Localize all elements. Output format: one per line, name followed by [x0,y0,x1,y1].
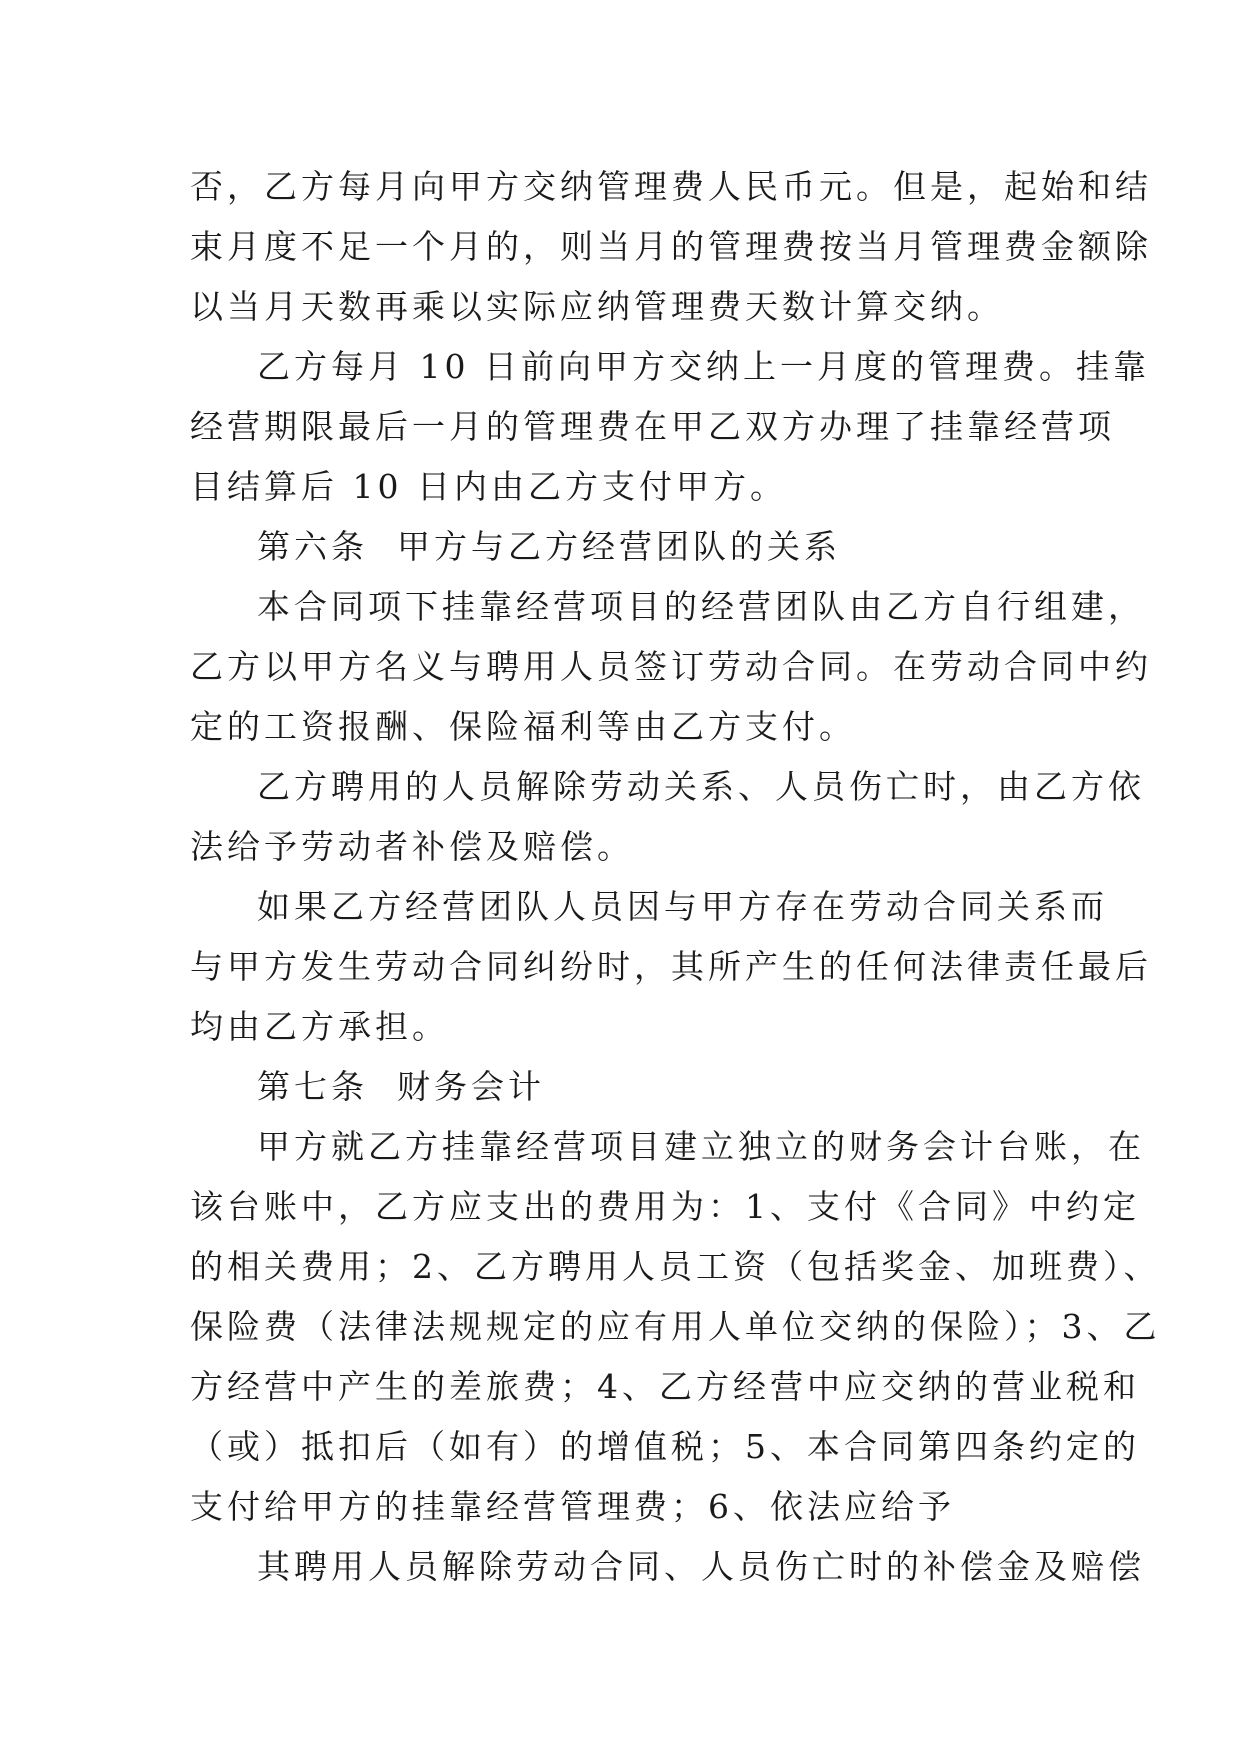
text-line: 如果乙方经营团队人员因与甲方存在劳动合同关系而 [257,887,1108,926]
text-line: （或）抵扣后（如有）的增值税；5、本合同第四条约定的 [190,1427,1140,1466]
text-line: 束月度不足一个月的，则当月的管理费按当月管理费金额除 [190,227,1152,266]
text-line: 甲方就乙方挂靠经营项目建立独立的财务会计台账，在 [257,1127,1145,1166]
text-line: 与甲方发生劳动合同纠纷时，其所产生的任何法律责任最后 [190,947,1152,986]
text-line: 保险费（法律法规规定的应有用人单位交纳的保险）；3、乙 [190,1307,1161,1346]
text-line: 乙方聘用的人员解除劳动关系、人员伤亡时，由乙方依 [257,767,1145,806]
text-line: 法给予劳动者补偿及赔偿。 [190,827,634,866]
document-body [190,157,1161,1597]
text-line: 定的工资报酬、保险福利等由乙方支付。 [190,707,856,746]
text-line: 支付给甲方的挂靠经营管理费；6、依法应给予 [190,1487,955,1526]
text-line: 乙方以甲方名义与聘用人员签订劳动合同。在劳动合同中约 [190,647,1152,686]
text-line: 的相关费用；2、乙方聘用人员工资（包括奖金、加班费）、 [190,1247,1161,1286]
text-line: 本合同项下挂靠经营项目的经营团队由乙方自行组建， [257,587,1145,626]
text-line: 以当月天数再乘以实际应纳管理费天数计算交纳。 [190,287,1004,326]
text-line: 方经营中产生的差旅费；4、乙方经营中应交纳的营业税和 [190,1367,1140,1406]
text-line: 乙方每月 10 日前向甲方交纳上一月度的管理费。挂靠 [257,347,1150,386]
text-line: 否，乙方每月向甲方交纳管理费人民币元。但是，起始和结 [190,167,1152,206]
text-line: 经营期限最后一月的管理费在甲乙双方办理了挂靠经营项 [190,407,1115,446]
text-line: 其聘用人员解除劳动合同、人员伤亡时的补偿金及赔偿 [257,1547,1145,1586]
text-line: 该台账中，乙方应支出的费用为：1、支付《合同》中约定 [190,1187,1140,1226]
text-line: 目结算后 10 日内由乙方支付甲方。 [190,467,787,506]
section-heading: 第六条 甲方与乙方经营团队的关系 [257,527,841,566]
text-line: 均由乙方承担。 [190,1007,449,1046]
section-heading: 第七条 财务会计 [257,1067,545,1106]
